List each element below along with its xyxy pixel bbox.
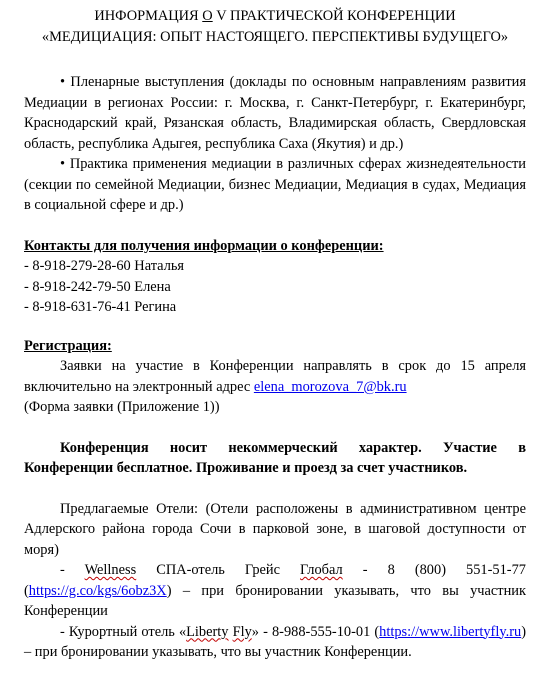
registration-text: Заявки на участие в Конференции направлять в срок до 15 апреля включительно на электронный адрес elena_morozova_7@bk.ru (24, 358, 526, 395)
spellcheck-word: Liberty (186, 623, 229, 640)
hotel-grace-global-link[interactable]: https://g.co/kgs/6obz3X (28, 582, 167, 599)
contact-item: - 8-918-279-28-60 Наталья (24, 258, 185, 274)
hotel-liberty-fly-link[interactable]: https://www.libertyfly.ru (379, 623, 522, 640)
contact-item: - 8-918-631-76-41 Регина (24, 299, 177, 315)
spellcheck-word: Fly (232, 623, 252, 640)
document-page (24, 6, 526, 663)
spellcheck-word: Глобал (300, 562, 343, 578)
document-title-line-1: ИНФОРМАЦИЯ О V ПРАКТИЧЕСКОЙ КОНФЕРЕНЦИИ (94, 8, 456, 24)
non-commercial-notice: Конференция носит некоммерческий характер. Участие в Конференции бесплатное. Проживание и проезд за счет участников. (24, 439, 526, 476)
title-underlined-letter: О (202, 8, 213, 24)
contacts-heading: Контакты для получения информации о конференции: (24, 237, 384, 254)
registration-heading: Регистрация: (24, 337, 112, 354)
hotels-intro: Предлагаемые Отели: (Отели расположены в административном центре Адлерского района города Сочи в парковой зоне, в шаговой доступности от моря) (24, 500, 526, 558)
registration-form-note: (Форма заявки (Приложение 1)) (24, 399, 220, 415)
contact-item: - 8-918-242-79-50 Елена (24, 278, 171, 295)
document-title-line-2: «МЕДИЦИАЦИЯ: ОПЫТ НАСТОЯЩЕГО. ПЕРСПЕКТИВЫ БУДУЩЕГО» (41, 29, 509, 45)
registration-email-link[interactable]: elena_morozova_7@bk.ru (253, 378, 407, 395)
hotel-item-liberty-fly: - Курортный отель «Liberty Fly» - 8-988-555-10-01 (https://www.libertyfly.ru) – при бронировании указывать, что вы участник Конференции. (24, 623, 526, 660)
spellcheck-word: Wellness (84, 562, 137, 578)
hotel-item-grace-global: - Wellness СПА-отель Грейс Глобал - 8 (800) 551-51-77 (https://g.co/kgs/6obz3X) – при бронировании указывать, что вы участник Конференции (24, 562, 526, 619)
bullet-practice: • Практика применения медиации в различных сферах жизнедеятельности (секции по семейной Медиации, бизнес Медиации, Медиация в судах, Медиация в социальной сфере и др.) (24, 156, 526, 213)
bullet-plenary: • Пленарные выступления (доклады по основным направлениям развития Медиации в регионах России: г. Москва, г. Санкт-Петербург, г. Екатеринбург, Краснодарский край, Рязанская область, Владимирская область, Свердловская область, республика Адыгея, республика Саха (Якутия) и др.) (24, 74, 526, 152)
